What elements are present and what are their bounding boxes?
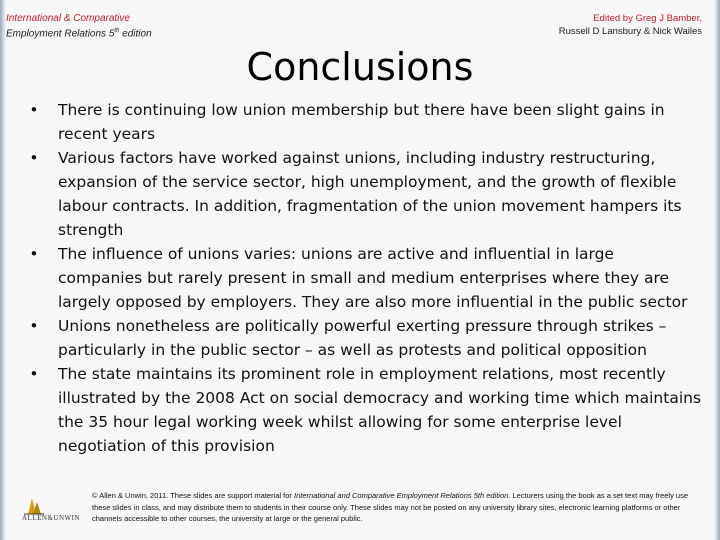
- bullet-item: [22, 314, 702, 362]
- bullet-glyph: •: [29, 317, 39, 335]
- logo-text: ALLEN&UNWIN: [22, 514, 80, 522]
- header-series-title: International & Comparative: [6, 13, 130, 24]
- header-editors: [559, 12, 702, 38]
- header-edition-suffix: edition: [119, 28, 152, 40]
- slide-title: Conclusions: [246, 45, 474, 89]
- bullet-glyph: •: [29, 245, 39, 263]
- bullet-text: The state maintains its prominent role in employment relations, most recently illustrated by the 2008 Act on social democracy and working time which maintains the 35 hour legal working week whilst allowing for some enterprise level negotiation of this provision: [58, 365, 702, 455]
- bullet-item: [22, 146, 702, 242]
- header-editors-line2: Russell D Lansbury & Nick Wailes: [558, 26, 702, 37]
- footer-book-title: International and Comparative Employment Relations 5th edition: [294, 491, 509, 500]
- copyright-footer: [92, 490, 707, 525]
- bullet-glyph: •: [29, 149, 39, 167]
- bullet-item: [22, 98, 702, 146]
- publisher-logo: [14, 492, 88, 526]
- header-edition-superscript: th: [114, 28, 120, 34]
- header-edition-text: Employment Relations 5: [6, 28, 115, 40]
- bullet-text: There is continuing low union membership but there have been slight gains in recent years: [58, 101, 665, 143]
- bullet-text: Unions nonetheless are politically powerful exerting pressure through strikes – particularly in the public sector – as well as protests and political opposition: [58, 317, 667, 359]
- allen-unwin-logo-icon: [14, 492, 88, 516]
- header-editors-line1: Edited by Greg J Bamber,: [593, 13, 702, 24]
- header-book-title: [6, 12, 152, 40]
- bullet-text: The influence of unions varies: unions are active and influential in large companies but rarely present in small and medium enterprises where they are largely opposed by employers. They are also more influential in the public sector: [58, 245, 688, 311]
- bullet-item: [22, 242, 702, 314]
- footer-text-after: . Lecturers using the book as a set text may freely use these slides in class, and may distribute them to students in their course only. These slides may not be posted on any university library sites, electronic learning platforms or other channels accessible to other courses, the university at large or the general public.: [92, 491, 689, 523]
- bullet-list: [22, 98, 702, 458]
- bullet-glyph: •: [29, 101, 39, 119]
- footer-text-before: © Allen & Unwin, 2011. These slides are support material for: [92, 491, 295, 500]
- bullet-item: [22, 362, 702, 458]
- bullet-text: Various factors have worked against unions, including industry restructuring, expansion of the service sector, high unemployment, and the growth of flexible labour contracts. In addition, fragmentation of the union movement hampers its strength: [58, 149, 682, 239]
- bullet-glyph: •: [29, 365, 39, 383]
